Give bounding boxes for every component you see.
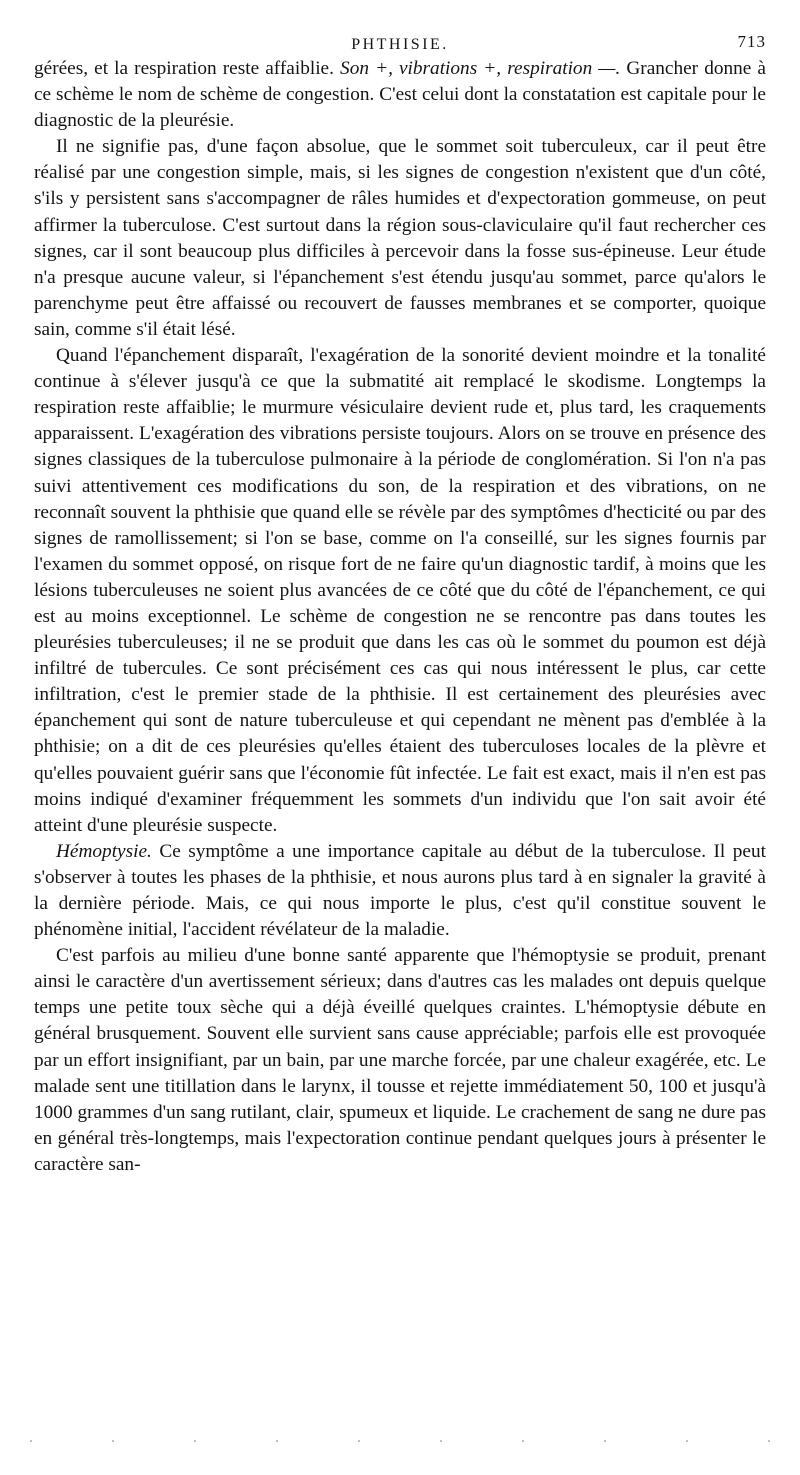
speck — [358, 1440, 360, 1442]
page-number: 713 — [737, 32, 766, 51]
paragraph-4-text: Ce symptôme a une importance capitale au début de la tuberculose. Il peut s'observer à toutes les phases de la phthisie, et nous aurons plus tard à en signaler la gravité à la dernière période. Mais, ce qui nous importe le plus, c'est qu'il constitue souvent le phénomène initial, l'accident révélateur de la maladie. — [34, 840, 766, 941]
speck — [440, 1440, 442, 1442]
running-title: PHTHISIE. — [351, 36, 449, 53]
speck — [522, 1440, 524, 1442]
speck — [686, 1440, 688, 1442]
speck — [604, 1440, 606, 1442]
page-edge-specks — [30, 1440, 770, 1444]
speck — [194, 1440, 196, 1442]
paragraph-1-text: gérées, et la respiration reste affaiblie. — [34, 58, 341, 79]
paragraph-4 — [34, 839, 766, 943]
speck — [30, 1440, 32, 1442]
paragraph-1-continued: Grancher donne à ce schème le nom de schème de congestion. C'est celui dont la constatation est capitale pour le diagnostic de la pleurésie. — [34, 58, 766, 132]
speck — [276, 1440, 278, 1442]
section-heading-hemoptysie: Hémoptysie. — [56, 840, 152, 862]
body-text — [34, 56, 766, 1178]
paragraph-1 — [34, 56, 766, 134]
speck — [112, 1440, 114, 1442]
speck — [768, 1440, 770, 1442]
book-page — [34, 30, 766, 1178]
running-head — [34, 30, 766, 56]
paragraph-3: Quand l'épanchement disparaît, l'exagération de la sonorité devient moindre et la tonalité continue à s'élever jusqu'à ce que la submatité ait remplacé le skodisme. Longtemps la respiration reste affaiblie; le murmure vésiculaire devient rude et, plus tard, les craquements apparaissent. L'exagération des vibrations persiste toujours. Alors on se trouve en présence des signes classiques de la tuberculose pulmonaire à la période de conglomération. Si l'on n'a pas suivi attentivement ces modifications du son, de la respiration et des vibrations, on ne reconnaît souvent la phthisie que quand elle se révèle par des symptômes d'hecticité ou par des signes de ramollissement; si l'on se base, comme on l'a conseillé, sur les signes fournis par l'examen du sommet opposé, on risque fort de ne faire qu'un diagnostic tardif, à moins que les lésions tuberculeuses ne soient plus avancées de ce côté que du côté de l'épanchement, ce qui est au moins exceptionnel. Le schème de congestion ne se rencontre pas dans toutes les pleurésies tuberculeuses; il ne se produit que dans les cas où le sommet du poumon est déjà infiltré de tubercules. Ce sont précisément ces cas qui nous intéressent le plus, car cette infiltration, c'est le premier stade de la phthisie. Il est certainement des pleurésies avec épanchement qui sont de nature tuberculeuse et qui cependant ne mènent pas d'emblée à la phthisie; on a dit de ces pleurésies qu'elles étaient des tuberculoses locales de la plèvre et qu'elles pouvaient guérir sans que l'économie fût infectée. Le fait est exact, mais il n'en est pas moins indiqué d'examiner fréquemment les sommets d'un individu que l'on sait avoir été atteint d'une pleurésie suspecte. — [34, 345, 766, 836]
paragraph-2: Il ne signifie pas, d'une façon absolue, que le sommet soit tuberculeux, car il peut être réalisé par une congestion simple, mais, si les signes de congestion n'existent que d'un côté, s'ils y persistent sans s'accompagner de râles humides et d'expectoration gommeuse, on peut affirmer la tuberculose. C'est surtout dans la région sous-claviculaire qu'il faut rechercher ces signes, car il sont beaucoup plus difficiles à percevoir dans la fosse sus-épineuse. Leur étude n'a presque aucune valeur, si l'épanchement s'est étendu jusqu'au sommet, parce qu'alors le parenchyme peut être affaissé ou recouvert de fausses membranes et se comporter, quoique sain, comme s'il était lésé. — [34, 136, 766, 340]
sign-formula: Son +, vibrations +, respiration —. — [340, 58, 621, 79]
paragraph-5: C'est parfois au milieu d'une bonne santé apparente que l'hémoptysie se produit, prenant ainsi le caractère d'un avertissement sérieux; dans d'autres cas les malades ont depuis quelque temps une petite toux sèche qui a déjà éveillé quelques craintes. L'hémoptysie débute en général brusquement. Souvent elle survient sans cause appréciable; parfois elle est provoquée par un effort insignifiant, par un bain, par une marche forcée, par une chaleur exagérée, etc. Le malade sent une titillation dans le larynx, il tousse et rejette immédiatement 50, 100 et jusqu'à 1000 grammes d'un sang rutilant, clair, spumeux et liquide. Le crachement de sang ne dure pas en général très-longtemps, mais l'expectoration continue pendant quelques jours à présenter le caractère san- — [34, 945, 766, 1175]
